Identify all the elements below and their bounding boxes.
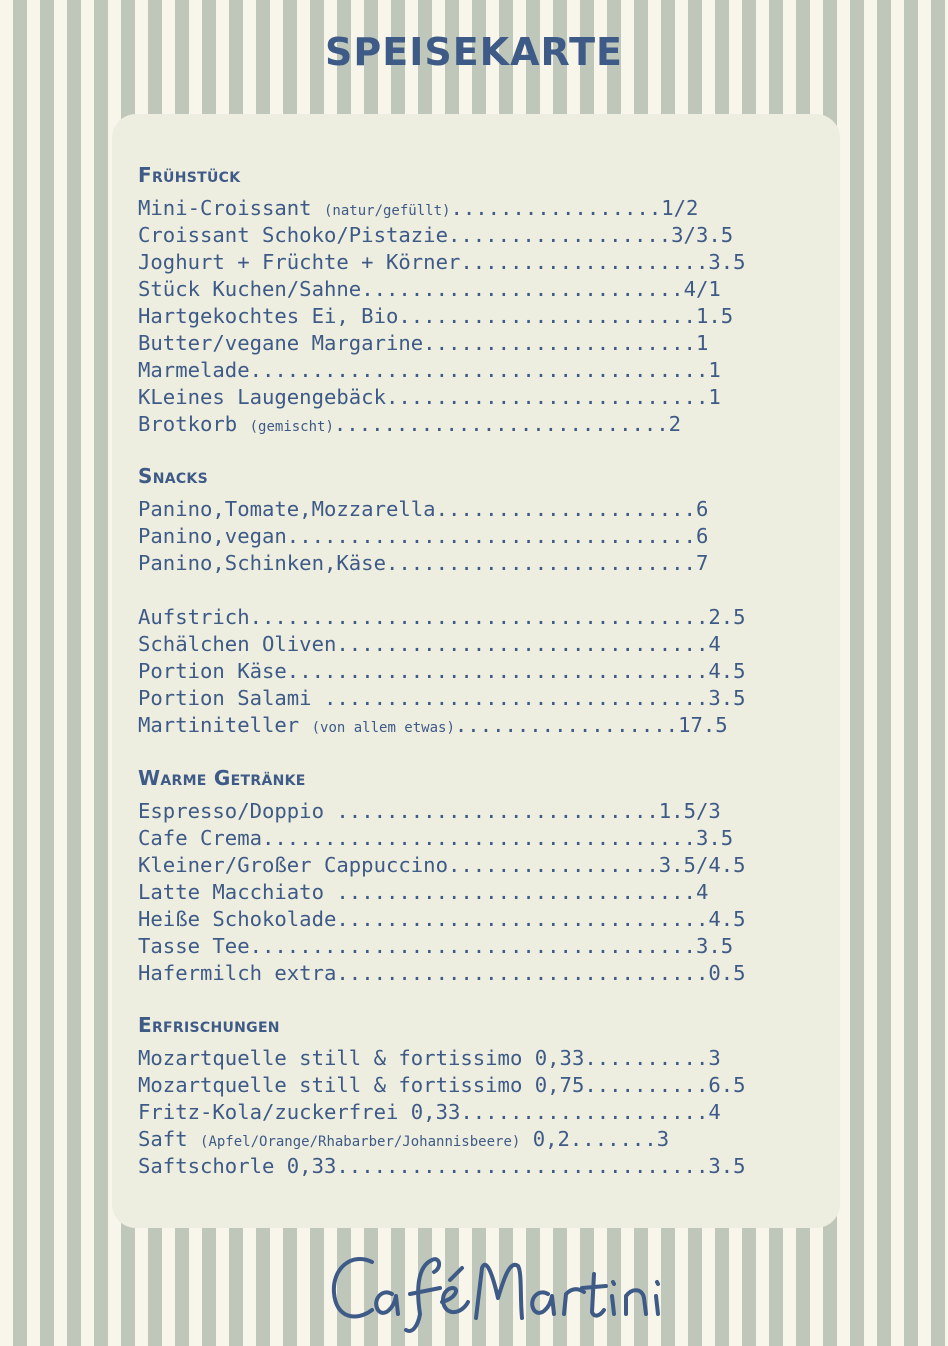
menu-item [138,852,746,879]
item-note: (gemischt) [249,419,334,435]
item-leader: .................. [447,223,672,247]
item-leader: 0,2....... [520,1127,657,1151]
item-name: Kleiner/Großer Cappuccino [138,853,448,877]
item-price: 1 [708,385,721,409]
item-name: Heiße Schokolade [138,907,337,931]
item-note: (natur/gefüllt) [324,203,451,219]
menu-item [138,604,746,631]
item-name: Panino,Tomate,Mozzarella [138,497,436,521]
menu-item [138,411,681,441]
item-price: 4.5 [708,659,746,683]
item-price: 3 [708,1046,721,1070]
item-price: 3.5 [695,934,734,958]
item-price: 3.5 [695,826,734,850]
item-leader: ..................................... [249,605,709,629]
item-leader: ............................... [323,686,709,710]
menu-item [138,712,728,742]
menu-item [138,960,746,987]
menu-item [138,496,708,523]
menu-item [138,1072,746,1099]
item-price: 4.5 [708,907,746,931]
item-price: 0.5 [708,961,746,985]
item-name: Cafe Crema [138,826,262,850]
menu-item [138,1045,721,1072]
item-leader: .............................. [336,961,709,985]
menu-item [138,303,733,330]
menu-item [138,523,708,550]
item-price: 3 [656,1127,670,1151]
item-name: Mini-Croissant [138,196,312,220]
item-price: 6 [695,524,709,548]
item-price: 1 [695,331,709,355]
menu-item [138,658,746,685]
item-leader: ................................... [262,826,696,850]
item-name: Martiniteller [138,713,300,737]
item-price: 3.5 [708,250,746,274]
page-title: SPEISEKARTE [325,30,623,74]
item-name: Tasse Tee [138,934,250,958]
item-price: 1/2 [661,196,699,220]
item-name: Brotkorb [138,412,238,436]
item-price: 3.5/4.5 [658,853,746,877]
item-name: Portion Salami [138,686,324,710]
menu-item [138,879,708,906]
item-price: 1.5 [695,304,734,328]
item-price: 1.5/3 [658,799,721,823]
item-leader: ...................... [423,331,696,355]
item-leader: .............................. [336,632,709,656]
item-price: 4/1 [683,277,721,301]
item-leader: .................. [454,713,679,737]
menu-item [138,357,721,384]
item-leader: ..................................... [249,358,709,382]
item-name: Latte Macchiato [138,880,337,904]
item-name: Panino,vegan [138,524,287,548]
item-leader: .......................... [385,385,709,409]
item-name: Stück Kuchen/Sahne [138,277,362,301]
item-leader: .......... [584,1073,709,1097]
item-price: 2.5 [708,605,746,629]
item-name: Schälchen Oliven [138,632,337,656]
item-leader: ........................... [333,412,669,436]
section-title-erfrischungen: Erfrischungen [138,1013,280,1037]
item-price: 3.5 [708,1154,746,1178]
item-leader: ..................... [435,497,696,521]
menu-item [138,384,721,411]
item-leader: .......... [584,1046,709,1070]
item-name: Hartgekochtes Ei, Bio [138,304,399,328]
menu-item [138,798,721,825]
item-price: 17.5 [678,713,728,737]
item-price: 3.5 [708,686,746,710]
item-leader: ................................. [286,524,696,548]
item-leader: .......................... [336,799,659,823]
menu-item [138,1126,669,1156]
item-price: 7 [695,551,709,575]
item-price: 3/3.5 [671,223,734,247]
item-name: Hafermilch extra [138,961,337,985]
item-name: Fritz-Kola/zuckerfrei 0,33 [138,1100,461,1124]
item-price: 4 [695,880,709,904]
item-note: (Apfel/Orange/Rhabarber/Johannisbeere) [200,1134,521,1150]
item-leader: .............................. [336,1154,709,1178]
menu-item [138,825,733,852]
section-title-warme-getraenke: Warme Getränke [138,766,306,790]
cafe-martini-logo [0,1238,948,1338]
item-name: Espresso/Doppio [138,799,337,823]
item-leader: .................... [460,1100,709,1124]
item-leader: ................. [450,196,662,220]
item-leader: ........................ [398,304,696,328]
item-leader: ................. [447,853,659,877]
menu-item [138,276,721,303]
item-name: Marmelade [138,358,250,382]
item-name: Saft [138,1127,188,1151]
item-name: Aufstrich [138,605,250,629]
section-title-fruehstueck: Frühstück [138,163,241,187]
menu-item [138,1153,746,1180]
item-note: (von allem etwas) [311,720,455,736]
item-name: Portion Käse [138,659,287,683]
item-leader: .................................. [286,659,709,683]
menu-item [138,195,698,225]
item-name: Panino,Schinken,Käse [138,551,386,575]
item-name: Mozartquelle still & fortissimo 0,33 [138,1046,585,1070]
menu-item [138,550,708,577]
item-leader: .......................... [361,277,684,301]
menu-item [138,1099,721,1126]
menu-item [138,330,708,357]
item-name: Butter/vegane Margarine [138,331,424,355]
item-price: 1 [708,358,721,382]
item-name: Mozartquelle still & fortissimo 0,75 [138,1073,585,1097]
item-price: 6 [695,497,709,521]
item-name: KLeines Laugengebäck [138,385,386,409]
item-name: Saftschorle 0,33 [138,1154,337,1178]
menu-item [138,249,746,276]
item-leader: .................... [460,250,709,274]
item-leader: ......................... [385,551,696,575]
item-price: 4 [708,1100,721,1124]
menu-item [138,685,746,712]
menu-item [138,631,721,658]
section-title-snacks: Snacks [138,464,208,488]
item-leader: .................................... [249,934,696,958]
menu-item [138,222,733,249]
item-leader: ............................. [336,880,696,904]
item-price: 6.5 [708,1073,746,1097]
menu-item [138,906,746,933]
item-name: Joghurt + Früchte + Körner [138,250,461,274]
item-price: 4 [708,632,721,656]
item-leader: .............................. [336,907,709,931]
item-price: 2 [668,412,682,436]
item-name: Croissant Schoko/Pistazie [138,223,448,247]
menu-item [138,933,733,960]
